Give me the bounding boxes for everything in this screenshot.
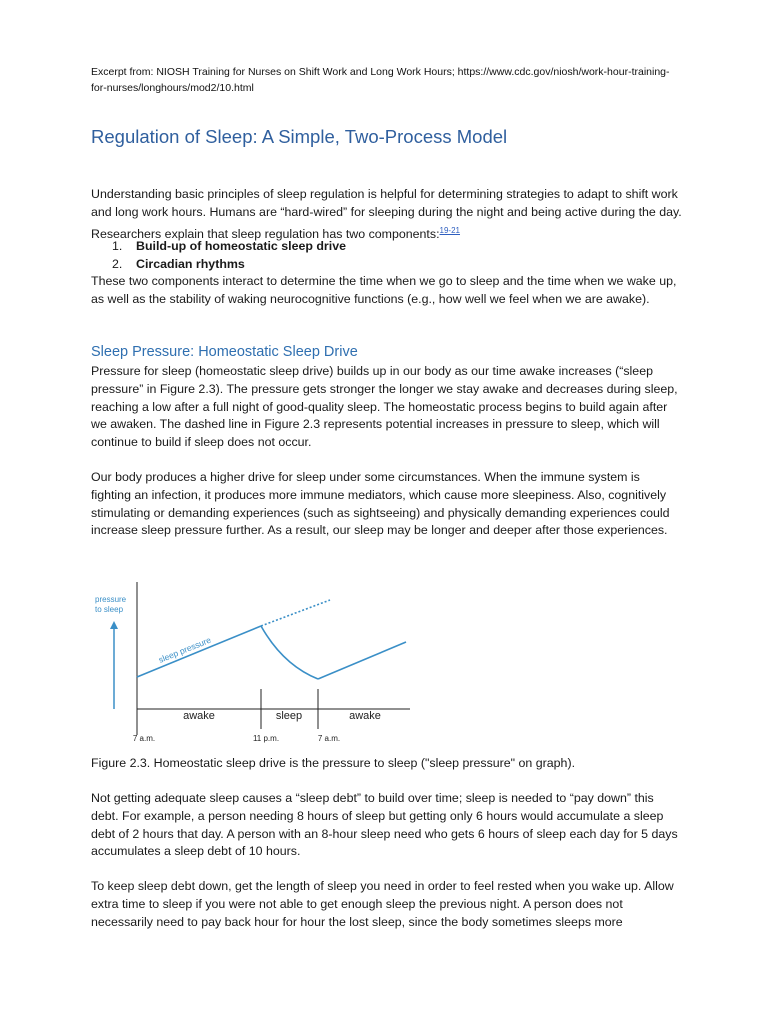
excerpt-source: Excerpt from: NIOSH Training for Nurses on Shift Work and Long Work Hours; https://www.cdc.gov/niosh/work-hour-training-for-nurses/longhours/mod2/10.html xyxy=(91,66,670,94)
segment-label-awake-1: awake xyxy=(183,710,215,722)
figure-ylabel-line1: pressure xyxy=(95,595,127,604)
section-heading: Sleep Pressure: Homeostatic Sleep Drive xyxy=(91,344,358,360)
body-drive-paragraph: Our body produces a higher drive for sleep under some circumstances. When the immune system is fighting an infection, it produces more immune mediators, which cause more sleepiness. Also, cognitively stimulating or demanding experiences (such as sightseeing) and physically demanding experiences could increase sleep pressure further. As a result, our sleep may be longer and deeper after those experiences. xyxy=(91,470,670,538)
keep-debt-paragraph: To keep sleep debt down, get the length of sleep you need in order to feel rested when you wake up. Allow extra time to sleep if you were not able to get enough sleep the previous night. A person does not necessarily need to pay back hour for hour the lost sleep, since the body sometimes sleeps more xyxy=(91,879,674,929)
pressure-rebuild-line xyxy=(318,642,406,679)
sleep-pressure-figure xyxy=(88,575,418,750)
segment-label-sleep: sleep xyxy=(275,710,303,722)
intro-text: Understanding basic principles of sleep regulation is helpful for determining strategies to adapt to shift work and long work hours. Humans are “hard-wired” for sleeping during the night and being active during the day. Researchers explain that sleep regulation has two components: xyxy=(91,187,682,241)
list-item xyxy=(112,238,672,256)
components-list xyxy=(112,238,672,274)
segment-label-awake-2: awake xyxy=(349,710,381,722)
list-item xyxy=(112,256,672,274)
time-label-7am-second: 7 a.m. xyxy=(317,734,341,743)
pressure-paragraph: Pressure for sleep (homeostatic sleep drive) builds up in our body as our time awake increases (“sleep pressure” in Figure 2.3). The pressure gets stronger the longer we stay awake and decreases during sleep, reaching a low after a full night of good-quality sleep. The homeostatic process begins to build again after we awaken. The dashed line in Figure 2.3 represents potential increases in pressure to sleep, which will continue to build if sleep does not occur. xyxy=(91,364,678,450)
list-number: 1. xyxy=(112,239,123,253)
page-title: Regulation of Sleep: A Simple, Two-Process Model xyxy=(91,126,508,147)
list-text: Build-up of homeostatic sleep drive xyxy=(136,239,346,253)
figure-ylabel-line2: to sleep xyxy=(95,605,124,614)
pressure-decay-curve xyxy=(261,626,318,679)
intro-paragraph xyxy=(91,186,683,244)
pressure-rise-line xyxy=(137,626,261,677)
y-axis-arrowhead xyxy=(110,621,118,629)
reference-superscript xyxy=(440,225,460,236)
reference-link[interactable]: 19-21 xyxy=(439,225,460,235)
list-number: 2. xyxy=(112,256,123,271)
curve-label: sleep pressure xyxy=(157,634,213,665)
list-text: Circadian rhythms xyxy=(136,256,245,271)
figure-caption: Figure 2.3. Homeostatic sleep drive is the pressure to sleep ("sleep pressure" on graph). xyxy=(91,756,576,770)
sleep-debt-paragraph: Not getting adequate sleep causes a “sleep debt” to build over time; sleep is needed to “pay down” this debt. For example, a person needing 8 hours of sleep but getting only 6 hours would accumulate a sleep debt of 2 hours that day. A person with an 8-hour sleep need who gets 6 hours of sleep each day for 5 days accumulates a sleep debt of 10 hours. xyxy=(91,791,678,859)
time-label-11pm: 11 p.m. xyxy=(252,734,280,743)
time-label-7am: 7 a.m. xyxy=(132,734,156,743)
dashed-potential-line xyxy=(261,600,330,626)
interaction-paragraph: These two components interact to determine the time when we go to sleep and the time when we wake up, as well as the stability of waking neurocognitive functions (e.g., how well we feel when we are awake). xyxy=(91,274,677,306)
